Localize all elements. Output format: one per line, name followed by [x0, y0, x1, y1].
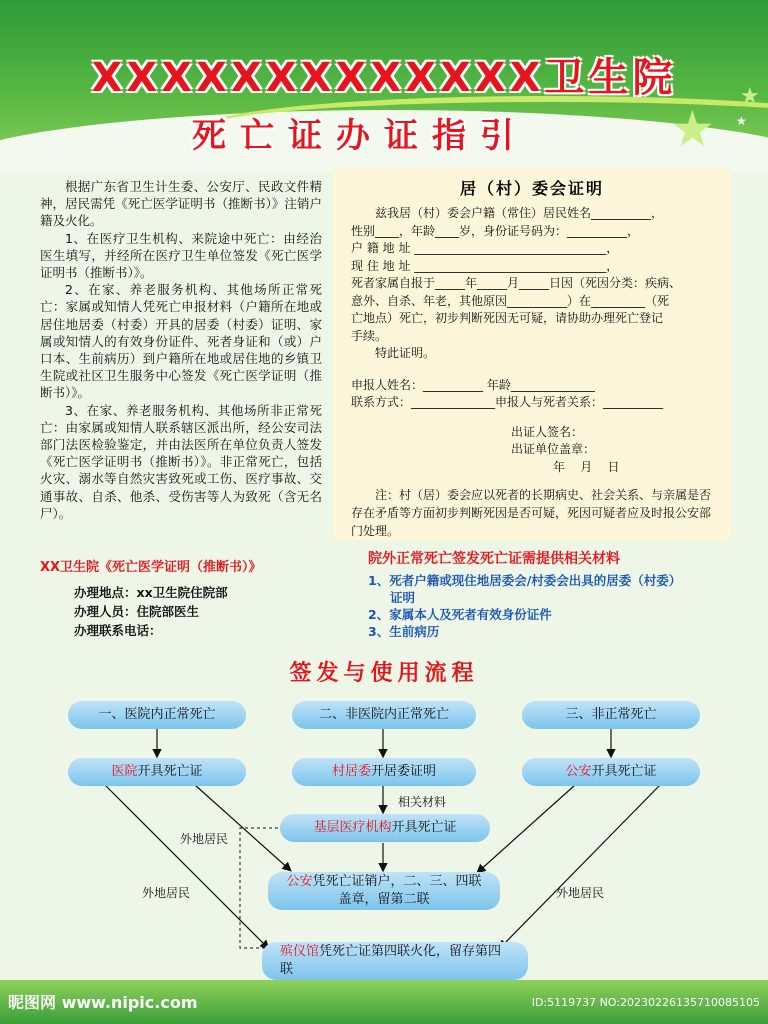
outside-resident-label: 外地居民: [556, 886, 605, 900]
cert-sign: 出证人签名：: [511, 424, 584, 439]
flow-funeral-action: 凭死亡证第四联火化，留存第四联: [280, 944, 502, 977]
star-icon: ★: [740, 84, 760, 109]
flow-police-issue: [522, 758, 700, 786]
hospital-staff: 办理人员：住院部医生: [74, 604, 200, 619]
hospital-title: XX卫生院《死亡医学证明（推断书）》: [40, 560, 262, 575]
guide-paragraph: 2、在家、养老服务机构、其他场所正常死亡：家属或知情人凭死亡申报材料（户籍所在地或居住地居委（村委）开具的居委（村委）证明、家属或知情人的有效身份证件、死者身证和（或）户口本、生前病历）到户籍所在地或居住地的乡镇卫生院或社区卫生服务中心签发《死亡医学证明（推断书）》。: [40, 282, 322, 401]
cert-line: 亡地点）死亡，初步判断死因无可疑，请协助办理死亡登记: [351, 311, 664, 325]
flow-nonhospital-death: 二、非医院内正常死亡: [292, 701, 476, 729]
flow-grassroots-action: 开具死亡证: [391, 820, 457, 835]
flow-committee-action: 开居委证明: [371, 764, 437, 779]
arrow: [105, 785, 268, 948]
cert-line: 意外、自杀、年老，其他原因__________）在_________（死: [351, 293, 670, 308]
cert-line: 户 籍 地 址 ________________________________，: [351, 241, 619, 255]
watermark-logo: 昵图网 www.nipic.com: [8, 993, 198, 1012]
flow-hospital-death: 一、医院内正常死亡: [68, 701, 246, 729]
flow-grassroots-label: 基层医疗机构: [313, 820, 392, 835]
arrow: [500, 785, 660, 948]
materials-item: 证明: [390, 590, 416, 605]
flow-hospital-label: 医院: [111, 764, 138, 779]
guide-paragraph: 1、在医疗卫生机构、来院途中死亡：由经治医生填写，并经所在医疗卫生单位签发《死亡医学证明书（推断书）》。: [40, 230, 322, 281]
page-subtitle: 死亡证办证指引: [192, 116, 528, 156]
applicant-name: 申报人姓名：__________ 年龄______________: [351, 377, 595, 392]
guide-paragraph: 3、在家、养老服务机构、其他场所非正常死亡：由家属或知情人联系辖区派出所，经公安司法部门法医检验鉴定，并由法医所在单位负责人签发《死亡医学证明书（推断书）》。非正常死亡，包括火灾、溺水等自然灾害致死或工伤、医疗事故、交通事故、自杀、他杀、受伤害等人为致死（含无名尸）。: [40, 402, 322, 521]
flow-police-action: 开具死亡证: [591, 764, 657, 779]
cert-seal: 出证单位盖章：: [511, 442, 596, 456]
cert-line: 兹我居（村）委会户籍（常住）居民姓名__________，: [375, 206, 664, 220]
flow-funeral-home: [262, 942, 528, 980]
materials-item: 1、死者户籍或现住地居委会/村委会出具的居委（村委）: [368, 573, 682, 588]
outside-resident-label: 外地居民: [142, 886, 191, 900]
flow-police-cancel-label: 公安: [286, 874, 313, 889]
related-materials-label: 相关材料: [398, 795, 447, 809]
star-icon: ★: [670, 100, 715, 158]
materials-title: 院外正常死亡签发死亡证需提供相关材料: [368, 551, 620, 567]
star-icon: ★: [736, 114, 747, 128]
flow-hospital-action: 开具死亡证: [137, 764, 203, 779]
hospital-location: 办理地点：xx卫生院住院部: [74, 585, 228, 600]
hospital-phone: 办理联系电话：: [74, 623, 162, 638]
flow-police-cancel-action: 凭死亡证销户，二、三、四联盖章，留第二联: [312, 874, 482, 907]
materials-item: 3、生前病历: [368, 624, 440, 639]
cert-line: 手续。: [351, 328, 388, 343]
applicant-contact: 联系方式：______________申报人与死者关系：__________: [351, 395, 664, 409]
arrow: [478, 785, 575, 872]
flow-funeral-label: 殡仪馆: [280, 944, 320, 959]
cert-note: 注：村（居）委会应以死者的长期病史、社会关系、与亲属是否存在矛盾等方面初步判断死因是否可疑，死因可疑者应及时报公安部门处理。: [351, 488, 712, 538]
flow-police-label: 公安: [565, 764, 592, 779]
guide-paragraph: 根据广东省卫生计生委、公安厅、民政文件精神，居民需凭《死亡医学证明书（推断书）》注销户籍及火化。: [40, 179, 322, 229]
materials-item: 2、家属本人及死者有效身份证件: [368, 607, 552, 622]
watermark-id: ID:5119737 NO:20230226135710085105: [531, 996, 760, 1009]
cert-line: 现 住 地 址 ________________________________，: [351, 258, 619, 273]
outside-resident-label: 外地居民: [180, 832, 229, 846]
flow-committee-label: 村居委: [331, 764, 371, 779]
cert-date: 年 月 日: [553, 459, 620, 474]
flow-title: 签发与使用流程: [289, 661, 479, 686]
cert-line: 性别____，年龄____岁，身份证号码为：__________，: [351, 223, 640, 238]
cert-line: 死者家属自报于_____年_____月_____日因（死因分类：疾病、: [351, 276, 682, 290]
cert-line: 特此证明。: [375, 346, 436, 360]
flow-police-cancel: [268, 872, 500, 910]
flow-hospital-issue: [68, 758, 246, 786]
certificate-title: 居（村）委会证明: [459, 179, 604, 198]
flow-committee-issue: [292, 758, 476, 786]
flow-grassroots-issue: [280, 814, 490, 842]
page-title: XXXXXXXXXXXXX卫生院: [91, 55, 677, 101]
flow-abnormal-death: 三、非正常死亡: [522, 701, 700, 729]
